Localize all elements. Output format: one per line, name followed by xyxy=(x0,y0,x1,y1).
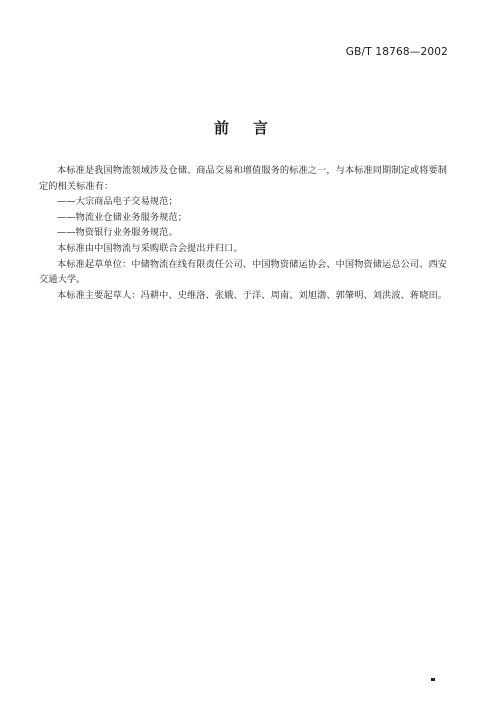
standard-code: GB/T 18768—2002 xyxy=(345,46,448,58)
drafting-units-paragraph: 本标准起草单位：中储物流在线有限责任公司、中国物资储运协会、中国物资储运总公司、西安交通大学。 xyxy=(39,258,448,286)
related-standard-item: ——大宗商品电子交易规范； xyxy=(57,196,178,208)
page-title: 前言 xyxy=(213,119,292,137)
proposer-paragraph: 本标准由中国物流与采购联合会提出并归口。 xyxy=(57,242,243,254)
drafters-paragraph: 本标准主要起草人：冯耕中、史维洛、张娥、于洋、周南、刘旭渤、郭肇明、刘洪波、蒋晓田。 xyxy=(57,289,448,301)
page-mark xyxy=(431,678,435,681)
intro-paragraph: 本标准是我国物流领域涉及仓储、商品交易和增值服务的标准之一，与本标准同期制定或将要制定的相关标准有： xyxy=(39,165,448,192)
related-standard-item: ——物资银行业务服务规范。 xyxy=(57,227,178,239)
related-standard-item: ——物流业仓储业务服务规范； xyxy=(57,211,188,223)
foreword-body xyxy=(39,163,451,303)
